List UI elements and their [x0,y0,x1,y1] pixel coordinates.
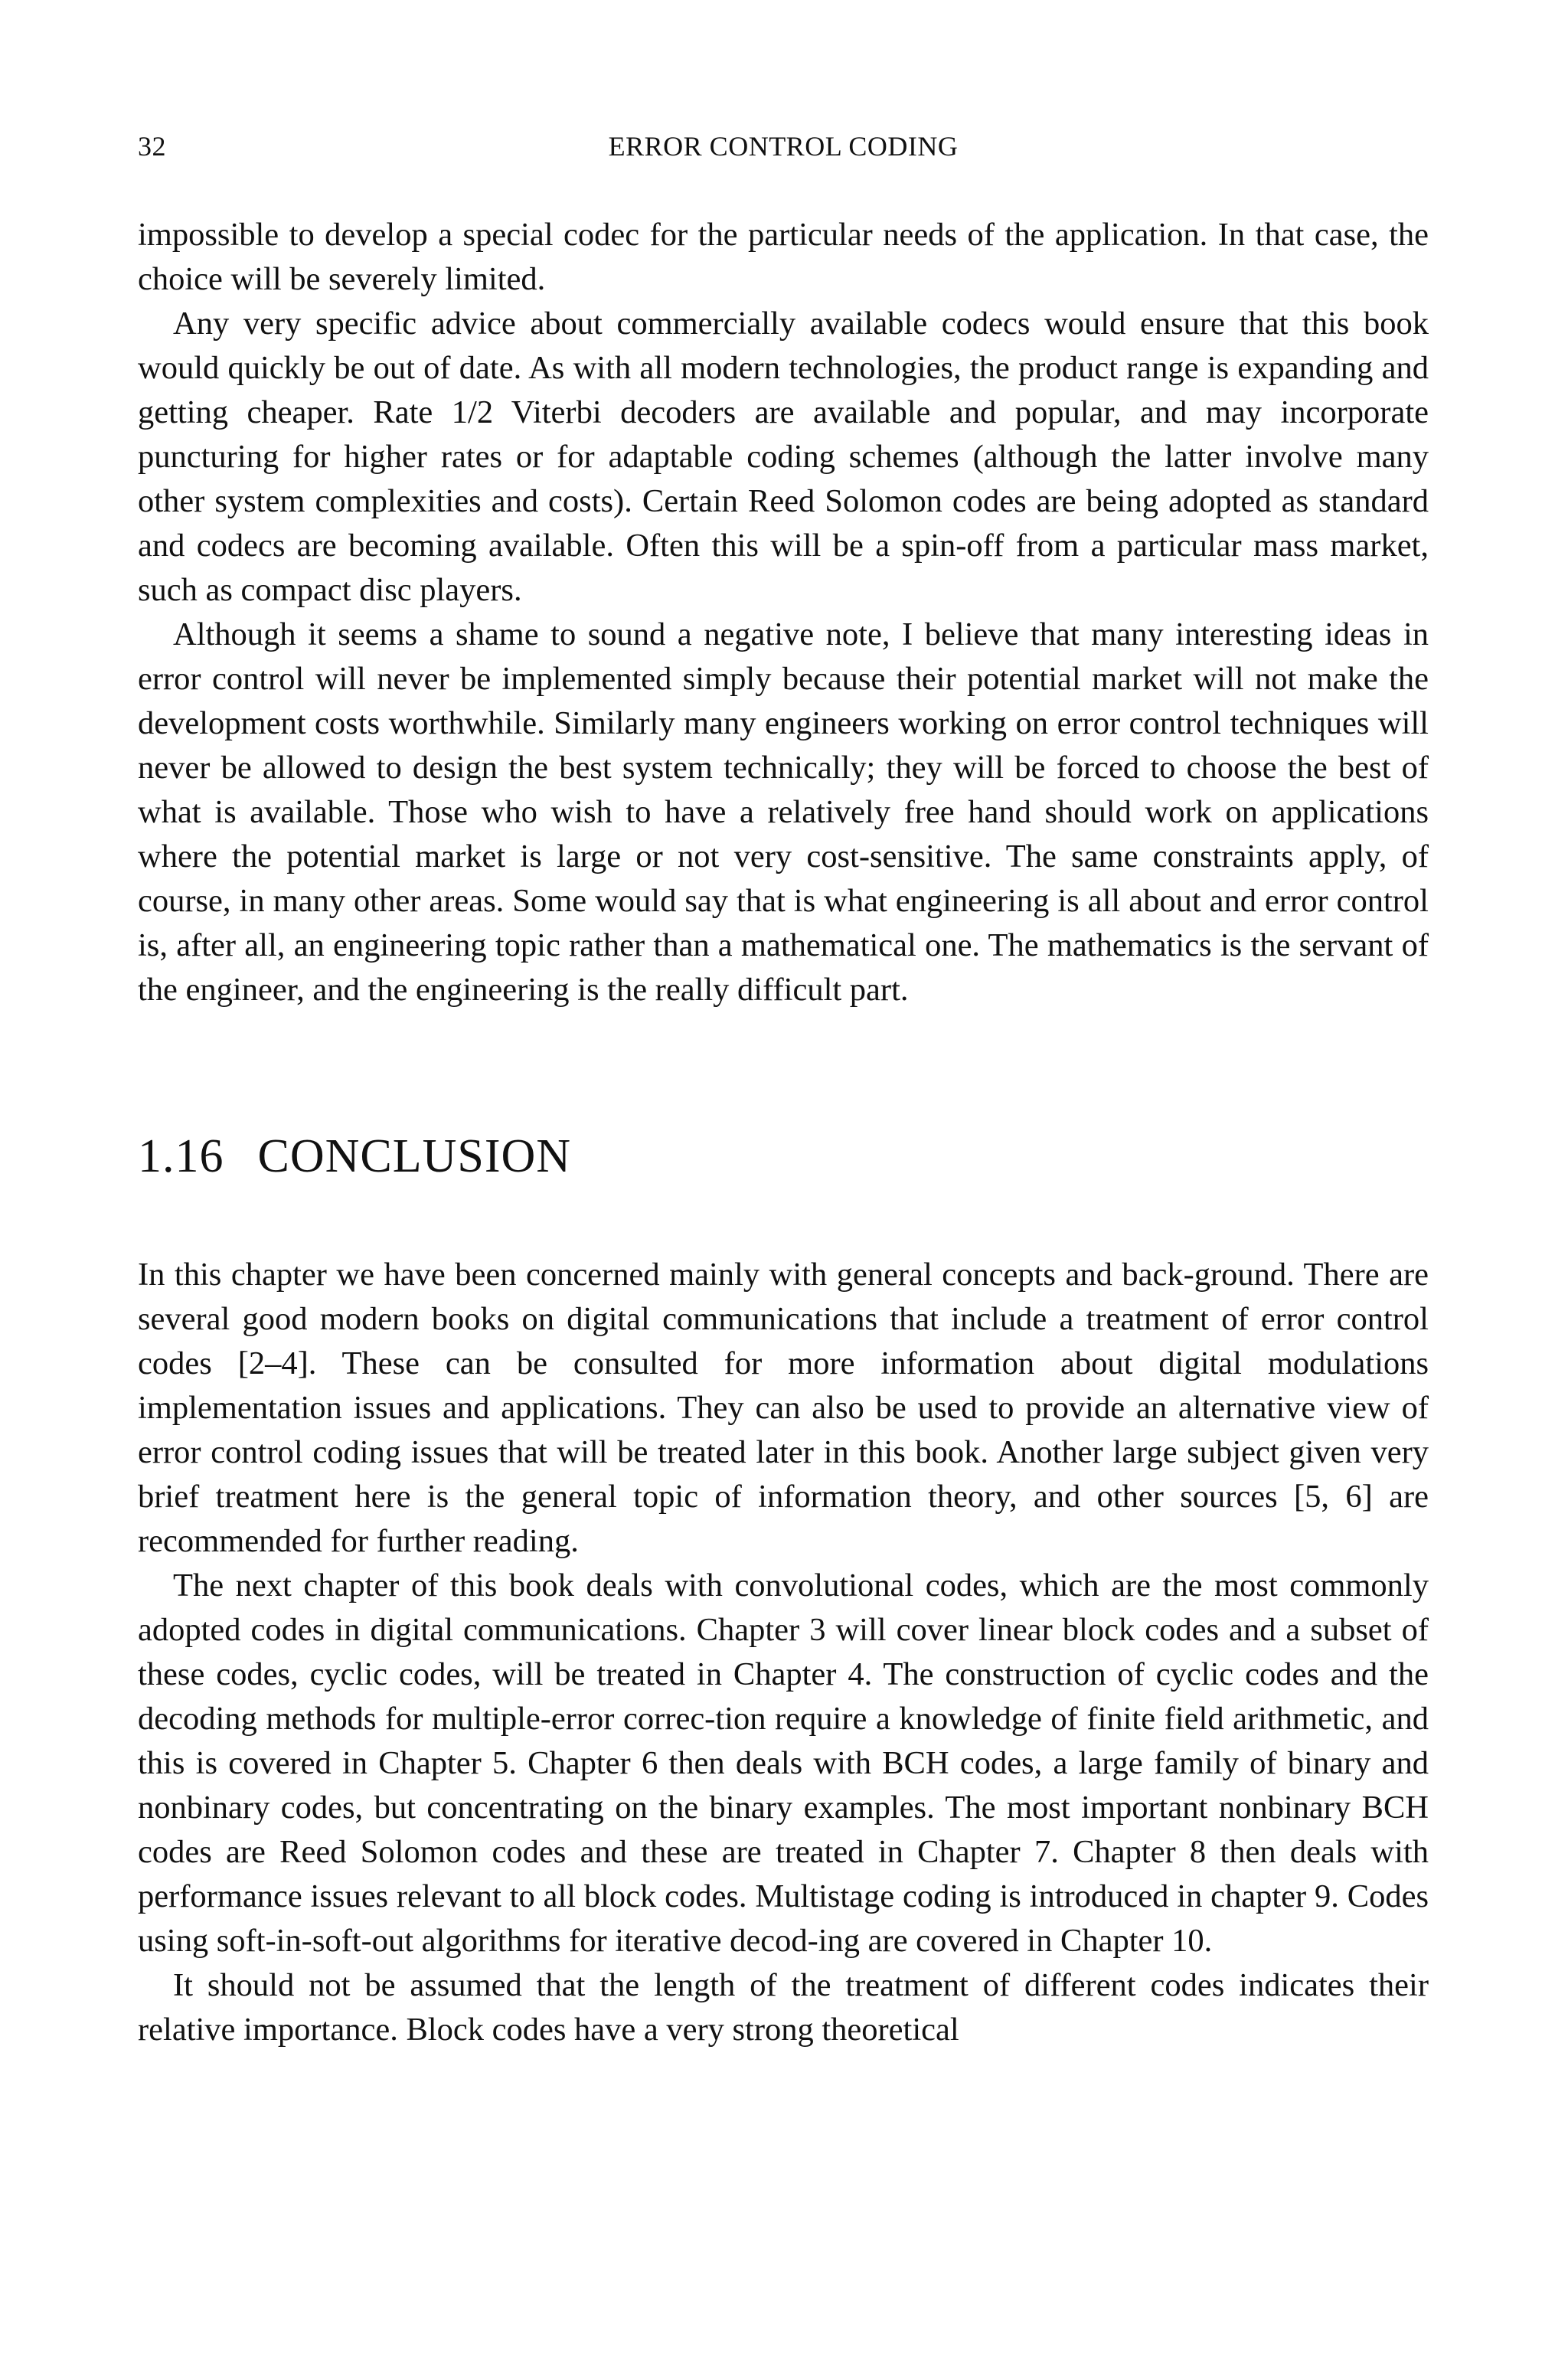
page-number: 32 [138,131,166,162]
paragraph-conclusion-intro: In this chapter we have been concerned mainly with general concepts and back-ground. There are several good modern books on digital communications that include a treatment of error control codes [2–4]. These can be consulted for more information about digital modulations implementation issues and applications. They can also be used to provide an alternative view of error control coding issues that will be treated later in this book. Another large subject given very brief treatment here is the general topic of information theory, and other sources [5, 6] are recommended for further reading. [138,1257,1429,1559]
section-heading [138,1129,1429,1184]
section-number: 1.16 [138,1130,224,1182]
section-title: CONCLUSION [257,1130,572,1182]
body-text [138,213,1429,2052]
paragraph-continuation: impossible to develop a special codec for the particular needs of the application. In that case, the choice will be severely limited. [138,217,1429,297]
running-title: ERROR CONTROL CODING [608,131,959,162]
paragraph-chapter-overview: The next chapter of this book deals with convolutional codes, which are the most commonly adopted codes in digital communications. Chapter 3 will cover linear block codes and a subset of these codes, cyclic codes, will be treated in Chapter 4. The construction of cyclic codes and the decoding methods for multiple-error correc-tion require a knowledge of finite field arithmetic, and this is covered in Chapter 5. Chapter 6 then deals with BCH codes, a large family of binary and nonbinary codes, but concentrating on the binary examples. The most important nonbinary BCH codes are Reed Solomon codes and these are treated in Chapter 7. Chapter 8 then deals with performance issues relevant to all block codes. Multistage coding is introduced in chapter 9. Codes using soft-in-soft-out algorithms for iterative decod-ing are covered in Chapter 10. [138,1567,1429,1959]
paragraph-relative-importance: It should not be assumed that the length of the treatment of different codes indicates their relative importance. Block codes have a very strong theoretical [138,1967,1429,2048]
running-head [138,124,1429,170]
book-page [138,124,1429,2052]
paragraph-commercial-codecs: Any very specific advice about commercially available codecs would ensure that this book would quickly be out of date. As with all modern technologies, the product range is expanding and getting cheaper. Rate 1/2 Viterbi decoders are available and popular, and may incorporate puncturing for higher rates or for adaptable coding schemes (although the latter involve many other system complexities and costs). Certain Reed Solomon codes are being adopted as standard and codecs are becoming available. Often this will be a spin-off from a particular mass market, such as compact disc players. [138,306,1429,608]
paragraph-negative-note: Although it seems a shame to sound a negative note, I believe that many interesting ideas in error control will never be implemented simply because their potential market will not make the development costs worthwhile. Similarly many engineers working on error control techniques will never be allowed to design the best system technically; they will be forced to choose the best of what is available. Those who wish to have a relatively free hand should work on applications where the potential market is large or not very cost-sensitive. The same constraints apply, of course, in many other areas. Some would say that is what engineering is all about and error control is, after all, an engineering topic rather than a mathematical one. The mathematics is the servant of the engineer, and the engineering is the really difficult part. [138,616,1429,1008]
